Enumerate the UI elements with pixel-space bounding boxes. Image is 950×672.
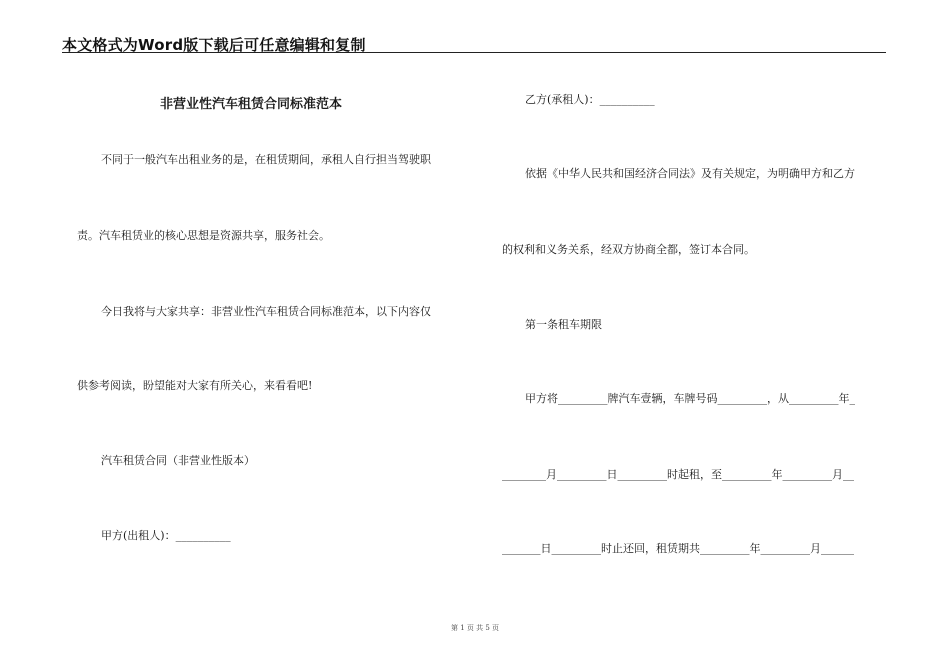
paragraph-line: 今日我将与大家共享：非营业性汽车租赁合同标准范本，以下内容仅 bbox=[101, 305, 431, 318]
paragraph-line: 甲方(出租人)：__________ bbox=[101, 529, 231, 542]
paragraph-line: 不同于一般汽车出租业务的是，在租赁期间，承租人自行担当驾驶职 bbox=[101, 153, 431, 166]
paragraph-line: 甲方将_________牌汽车壹辆，车牌号码_________，从_________年_ bbox=[525, 392, 855, 405]
header-divider bbox=[62, 52, 886, 53]
paragraph-line: 依据《中华人民共和国经济合同法》及有关规定，为明确甲方和乙方 bbox=[525, 167, 855, 180]
paragraph-line: 责。汽车租赁业的核心思想是资源共享，服务社会。 bbox=[77, 229, 330, 242]
paragraph-line: 乙方(承租人)：__________ bbox=[525, 93, 655, 106]
page-header: 本文格式为Word版下载后可任意编辑和复制 bbox=[62, 36, 366, 54]
paragraph-line: ________月_________日_________时起租，至_________年_________月__ bbox=[502, 468, 854, 481]
page-footer: 第 1 页 共 5 页 bbox=[450, 624, 500, 632]
paragraph-line: 的权利和义务关系，经双方协商全都，签订本合同。 bbox=[502, 243, 755, 256]
paragraph-line: 第一条租车期限 bbox=[525, 318, 602, 331]
paragraph-line: 供参考阅读，盼望能对大家有所关心，来看看吧! bbox=[77, 379, 313, 392]
paragraph-line: _______日_________时止还回，租赁期共_________年_________月______ bbox=[502, 542, 854, 555]
document-title: 非营业性汽车租赁合同标准范本 bbox=[160, 97, 343, 112]
paragraph-line: 汽车租赁合同（非营业性版本） bbox=[101, 454, 255, 467]
